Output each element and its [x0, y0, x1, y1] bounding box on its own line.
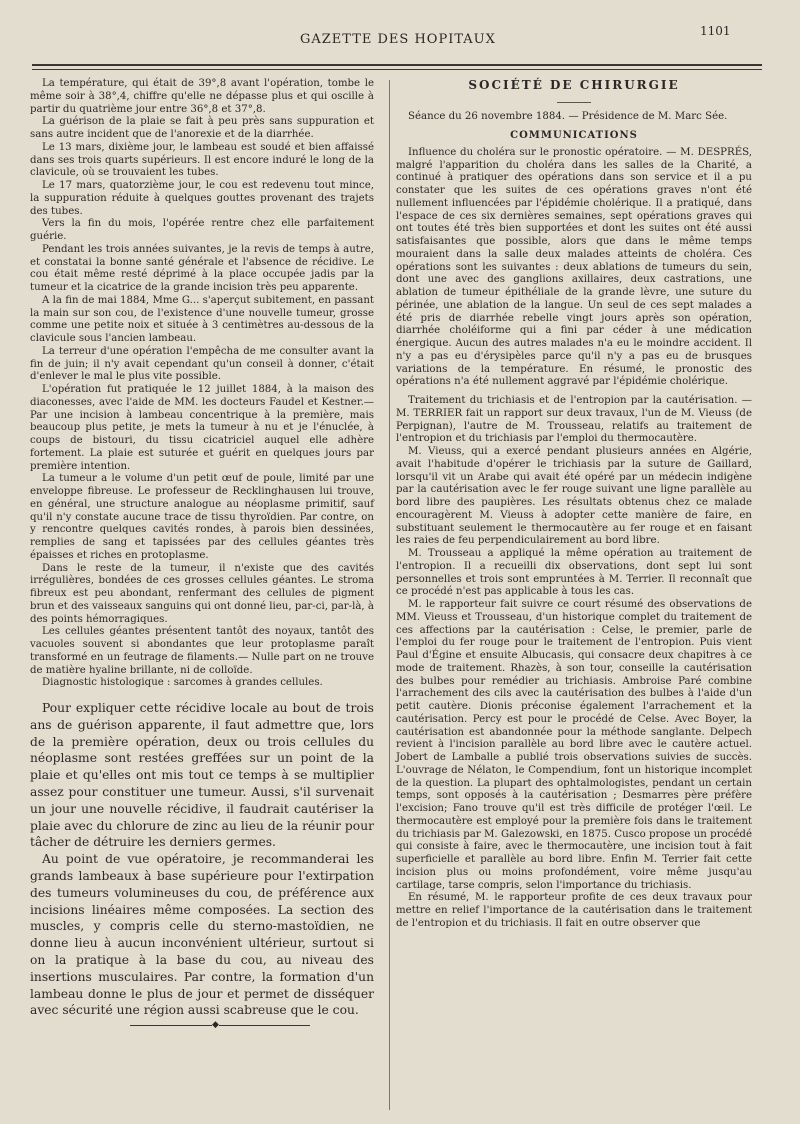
page-header	[0, 0, 800, 80]
right-column	[396, 78, 752, 931]
paragraph: A la fin de mai 1884, Mme G... s'aperçut subitement, en passant la main sur son cou, de l'existence d'une nouvelle tumeur, grosse comme une petite noix et située à 3 centimètres au-dessous de la clavicule sous l'ancien lambeau.	[30, 294, 374, 344]
paragraph: Les cellules géantes présentent tantôt des noyaux, tantôt des vacuoles souvent si abondantes que leur protoplasme paraît transformé en un feutrage de filaments.— Nulle part on ne trouve de matière hyaline brillante, ni de colloïde.	[30, 626, 374, 676]
paragraph: Le 13 mars, dixième jour, le lambeau est soudé et bien affaissé dans ses trois quarts supérieurs. Il est encore induré le long de la clavicule, où se trouvaient les tubes.	[30, 141, 374, 179]
title-rule	[557, 102, 591, 103]
paragraph: Influence du choléra sur le pronostic opératoire. — M. DESPRÉS, malgré l'apparition du choléra dans les salles de la Charité, a continué à pratiquer des opérations dans son service et il a pu constater que les suites de ces opérations graves n'ont été nullement influencées par l'épidémie cholérique. Il a pratiqué, dans l'espace de ces six dernières semaines, sept opérations graves qui ont toutes été très bien supportées et dont les suites ont été aussi satisfaisantes que possible, alors que dans le même temps mouraient dans la salle deux malades atteints de choléra. Ces opérations sont les suivantes : deux ablations de tumeurs du sein, dont une avec des ganglions axillaires, deux castrations, une ablation de tumeur épithéliale de la grande lèvre, une suture du périnée, une ablation de la langue. Un seul de ces sept malades a été pris de diarrhée rebelle vingt jours après son opération, diarrhée choléiforme qui a fini par céder à une médication énergique. Aucun des autres malades n'a eu le moindre accident. Il n'y a pas eu d'érysipèles parce qu'il n'y a pas eu de brusques variations de la température. En résumé, le pronostic des opérations n'a été nullement aggravé par l'épidémie cholérique.	[396, 146, 752, 388]
end-ornament	[130, 1020, 310, 1031]
subsection-title: COMMUNICATIONS	[510, 129, 638, 141]
paragraph: La terreur d'une opération l'empêcha de me consulter avant la fin de juin; il n'y avait cependant qu'un conseil à donner, c'était d'enlever le mal le plus vite possible.	[30, 345, 374, 383]
ornament-diamond-icon: ◆	[212, 1020, 219, 1031]
paragraph: Le 17 mars, quatorzième jour, le cou est redevenu tout mince, la suppuration réduite à quelques gouttes provenant des trajets des tubes.	[30, 180, 374, 217]
paragraph: L'opération fut pratiquée le 12 juillet 1884, à la maison des diaconesses, avec l'aide de MM. les docteurs Faudel et Kestner.— Par une incision à lambeau concentrique à la première, mais beaucoup plus petite, je mets la tumeur à nu et je l'énuclée, à coups de bistouri, du tissu cicatriciel auquel elle adhère fortement. La plaie est suturée et guérit en quelques jours par première intention.	[30, 384, 374, 472]
paragraph: Traitement du trichiasis et de l'entropion par la cautérisation. — M. TERRIER fait un rapport sur deux travaux, l'un de M. Vieuss (de Perpignan), l'autre de M. Trousseau, relatifs au traitement de l'entropion et du trichiasis par l'emploi du thermocautère.	[396, 395, 752, 445]
paragraph: M. Trousseau a appliqué la même opération au traitement de l'entropion. Il a recueilli dix observations, dont sept lui sont personnelles et trois sont empruntées à M. Terrier. Il reconnaît que ce procédé n'est pas applicable à tous les cas.	[396, 548, 752, 598]
page-number: 1101	[700, 24, 731, 38]
paragraph: La guérison de la plaie se fait à peu près sans suppuration et sans autre incident que de l'anorexie et de la diarrhée.	[30, 116, 374, 140]
journal-title: GAZETTE DES HOPITAUX	[300, 32, 496, 47]
paragraph-large: Au point de vue opératoire, je recommanderai les grands lambeaux à base supérieure pour l'extirpation des tumeurs volumineuses du cou, de préférence aux incisions linéaires même composées. La section des muscles, y compris celle du sterno-mastoïdien, ne donne lieu à aucun inconvénient ultérieur, surtout si on la pratique à la base du cou, au niveau des insertions musculaires. Par contre, la formation d'un lambeau donne le plus de jour et permet de disséquer avec sécurité une région aussi scabreuse que le cou.	[30, 852, 374, 1018]
paragraph: Pendant les trois années suivantes, je la revis de temps à autre, et constatai la bonne santé générale et l'absence de récidive. Le cou était même resté déprimé à la place occupée jadis par la tumeur et la cicatrice de la grande incision très peu apparente.	[30, 243, 374, 293]
paragraph: M. Vieuss, qui a exercé pendant plusieurs années en Algérie, avait l'habitude d'opérer le trichiasis par la suture de Gaillard, lorsqu'il vit un Arabe qui avait été opéré par un médecin indigène par la cautérisation avec le fer rouge suivant une ligne parallèle au bord libre des paupières. Les résultats obtenus chez ce malade encouragèrent M. Vieuss à adopter cette manière de faire, en substituant seulement le thermocautère au fer rouge et en faisant les raies de feu perpendiculairement au bord libre.	[396, 446, 752, 547]
paragraph: Vers la fin du mois, l'opérée rentre chez elle parfaitement guérie.	[30, 218, 374, 242]
left-column	[30, 78, 374, 1031]
header-rule	[32, 64, 762, 66]
paragraph: La température, qui était de 39°,8 avant l'opération, tombe le même soir à 38°,4, chiffre qu'elle ne dépasse plus et qui oscille à partir du quatrième jour entre 36°,8 et 37°,8.	[30, 78, 374, 115]
diagnosis-line: Diagnostic histologique : sarcomes à grandes cellules.	[42, 677, 323, 689]
header-rule-thin	[32, 69, 762, 70]
section-title: SOCIÉTÉ DE CHIRURGIE	[468, 78, 680, 92]
paragraph-large: Pour expliquer cette récidive locale au bout de trois ans de guérison apparente, il faut admettre que, lors de la première opération, deux ou trois cellules du néoplasme sont restées greffées sur un point de la plaie et qu'elles ont mis tout ce temps à se multiplier assez pour constituer une tumeur. Aussi, s'il survenait un jour une nouvelle récidive, il faudrait cautériser la plaie avec du chlorure de zinc au lieu de la réunir pour tâcher de détruire les derniers germes.	[30, 701, 374, 850]
paragraph: La tumeur a le volume d'un petit œuf de poule, limité par une enveloppe fibreuse. Le professeur de Recklinghausen lui trouve, en général, une structure analogue au néoplasme primitif, sauf qu'il n'y constate aucune trace de tissu thyroïdien. Par contre, on y rencontre quelques cavités rondes, à parois bien dessinées, remplies de sang et tapissées par des cellules géantes très épaisses et riches en protoplasme.	[30, 473, 374, 561]
paragraph: M. le rapporteur fait suivre ce court résumé des observations de MM. Vieuss et Trousseau, d'un historique complet du traitement de ces affections par la cautérisation : Celse, le premier, parle de l'emploi du fer rouge pour le traitement de l'entropion. Puis vient Paul d'Égine et ensuite Albucasis, qui consacre deux chapitres à ce mode de traitement. Rhazès, à son tour, conseille la cautérisation des bulbes pour remédier au trichiasis. Ambroise Paré combine l'arrachement des cils avec la cautérisation des bulbes à l'aide d'un petit cautère. Dionis préconise également l'arrachement et la cautérisation. Percy est pour le procédé de Celse. Avec Boyer, la cautérisation est abandonnée pour la méthode sanglante. Delpech revient à l'incision parallèle au bord libre avec le cautère actuel. Jobert de Lamballe a publié trois observations suivies de succès. L'ouvrage de Nélaton, le Compendium, font un historique incomplet de la question. La plupart des ophtalmologistes, pendant un certain temps, sont opposés à la cautérisation ; Desmarres père préfère l'excision; Fano trouve qu'il est très difficile de protéger l'œil. Le thermocautère est employé pour la première fois dans le traitement du trichiasis par M. Galezowski, en 1875. Cusco propose un procédé qui consiste à faire, avec le thermocautère, une incision tout à fait superficielle et parallèle au bord libre. Enfin M. Terrier fait cette incision plus ou moins profondément, voire même jusqu'au cartilage, tarse compris, selon l'importance du trichiasis.	[396, 599, 752, 891]
paragraph: Dans le reste de la tumeur, il n'existe que des cavités irrégulières, bondées de ces grosses cellules géantes. Le stroma fibreux est peu abondant, renfermant des cellules de pigment brun et des vaisseaux sanguins qui ont donné lieu, par-ci, par-là, à des points hémorragiques.	[30, 562, 374, 625]
session-line: Séance du 26 novembre 1884. — Présidence de M. Marc Sée.	[408, 111, 728, 122]
paragraph: En résumé, M. le rapporteur profite de ces deux travaux pour mettre en relief l'importance de la cautérisation dans le traitement de l'entropion et du trichiasis. Il fait en outre observer que	[396, 892, 752, 929]
column-divider	[389, 80, 390, 1110]
